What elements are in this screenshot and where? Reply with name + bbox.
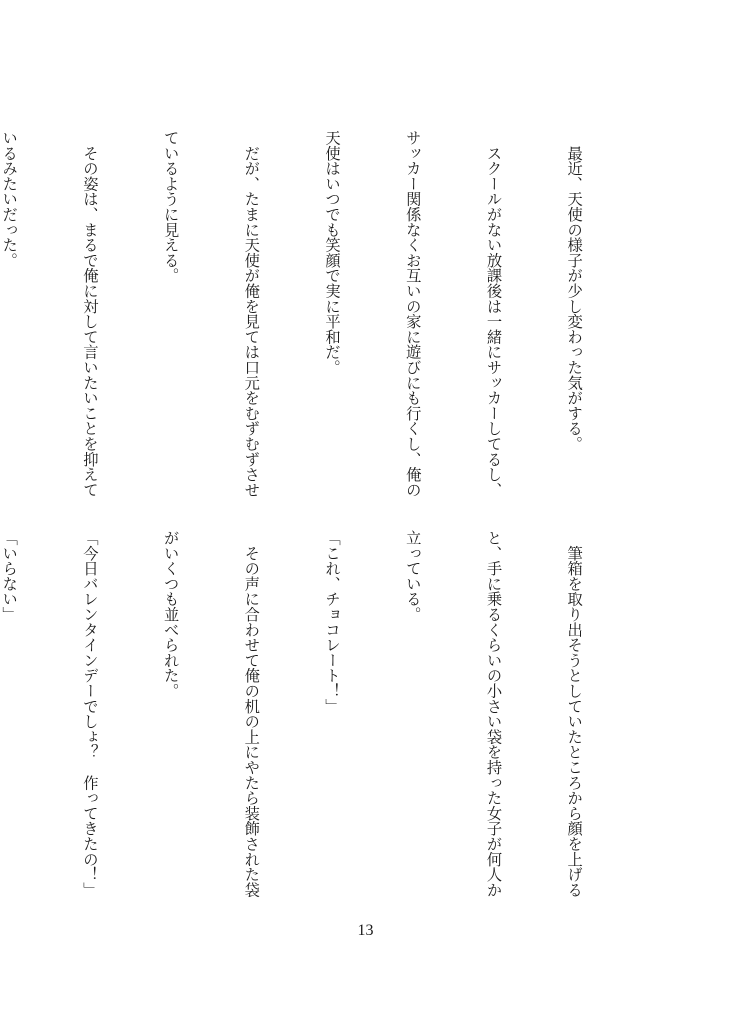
text-line: スクールがない放課後は一緒にサッカーしてるし、 <box>484 130 503 498</box>
text-line: いるみたいだった。 <box>0 130 19 268</box>
text-line: だが、たまに天使が俺を見ては口元をむずむずさせ <box>242 130 261 498</box>
text-line: と、手に乗るくらいの小さい袋を持った女子が何人か <box>484 530 503 898</box>
text-block-bottom <box>0 530 641 908</box>
text-line: 立っている。 <box>403 530 422 622</box>
dialogue-line: 「今日バレンタインデーでしょ？ 作ってきたの！」 <box>80 530 99 898</box>
text-line: 天使はいつでも笑顔で実に平和だ。 <box>323 130 342 375</box>
text-line: がいくつも並べられた。 <box>161 530 180 699</box>
page-number: 13 <box>357 922 374 939</box>
text-line: ているように見える。 <box>161 130 180 283</box>
dialogue-line: 「いらない」 <box>0 530 19 622</box>
text-line: その声に合わせて俺の机の上にやたら装飾された袋 <box>242 530 261 898</box>
dialogue-line: 「これ、チョコレート！」 <box>323 530 342 714</box>
text-line: 筆箱を取り出そうとしていたところから顔を上げる <box>565 530 584 898</box>
text-line: その姿は、まるで俺に対して言いたいことを抑えて <box>80 130 99 498</box>
text-line: サッカー関係なくお互いの家に遊びにも行くし、俺の <box>403 130 422 498</box>
text-line: 最近、天使の様子が少し変わった気がする。 <box>565 130 584 452</box>
text-block-top <box>0 130 641 500</box>
